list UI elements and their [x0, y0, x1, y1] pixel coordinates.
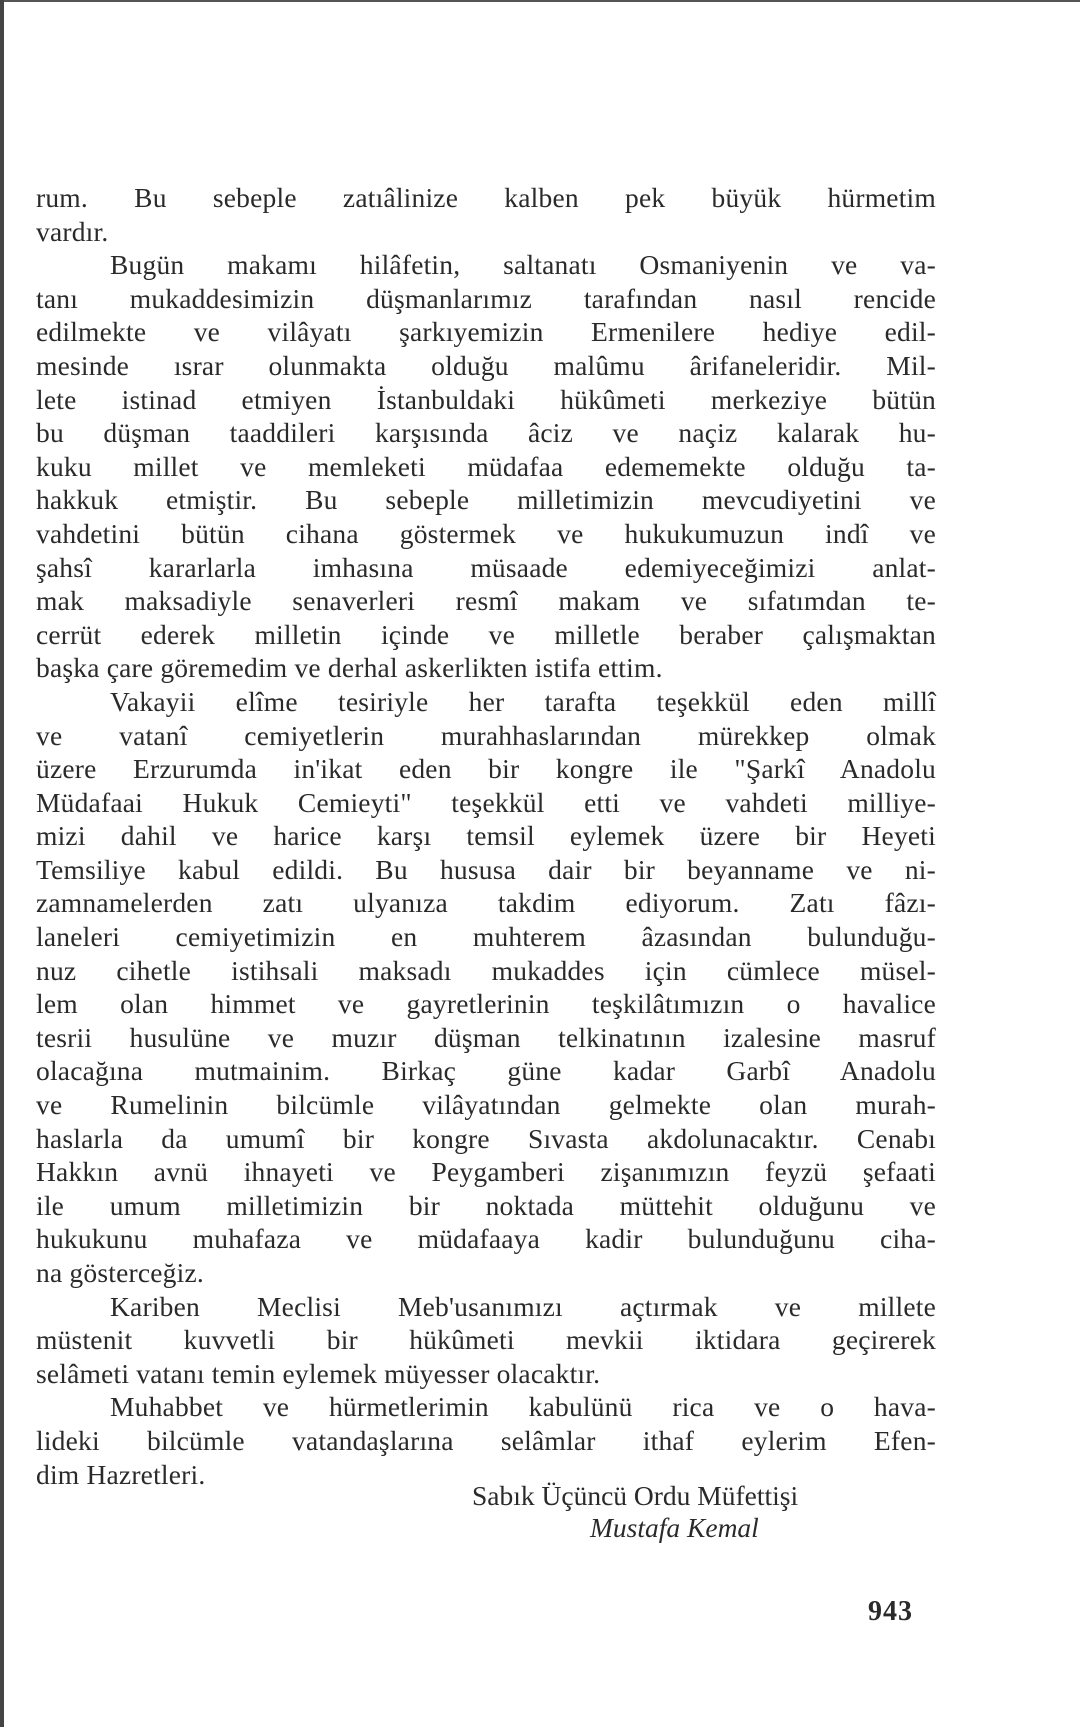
text-line-5: edilmekte ve vilâyatı şarkıyemizin Ermenilere hediye edil-: [36, 316, 936, 348]
text-line-27: olacağına mutmainim. Birkaç güne kadar Garbî Anadolu: [36, 1055, 936, 1087]
text-line-1: rum. Bu sebeple zatıâlinize kalben pek büyük hürmetim: [36, 182, 936, 213]
text-line-16: Vakayii elîme tesiriyle her tarafta teşekkül eden millî: [110, 685, 936, 717]
text-line-19: Müdafaai Hukuk Cemieyti" teşekkül etti ve vahdeti milliye-: [36, 786, 936, 818]
text-line-20: mizi dahil ve harice karşı temsil eylemek üzere bir Heyeti: [36, 820, 936, 852]
text-line-37: Muhabbet ve hürmetlerimin kabulünü rica ve o hava-: [110, 1391, 936, 1423]
text-line-10: hakkuk etmiştir. Bu sebeple milletimizin mevcudiyetini ve: [36, 484, 936, 516]
text-line-8: bu düşman taaddileri karşısında âciz ve naçiz kalarak hu-: [36, 417, 936, 449]
page-top-border: [0, 0, 1080, 2]
page-number: 943: [868, 1596, 913, 1627]
text-line-13: mak maksadiyle senaverleri resmî makam ve sıfatımdan te-: [36, 585, 936, 617]
letter-body: [36, 181, 936, 1491]
text-line-4: tanı mukaddesimizin düşmanlarımız tarafından nasıl rencide: [36, 282, 936, 314]
text-line-17: ve vatanî cemiyetlerin murahhaslarından mürekkep olmak: [36, 719, 936, 751]
signatory-name: Mustafa Kemal: [590, 1512, 759, 1543]
text-line-6: mesinde ısrar olunmakta olduğu malûmu ârifaneleridir. Mil-: [36, 349, 936, 381]
text-line-15: başka çare göremedim ve derhal askerlikten istifa ettim.: [36, 652, 663, 684]
text-line-23: laneleri cemiyetimizin en muhterem âzasından bulunduğu-: [36, 921, 936, 953]
text-line-30: Hakkın avnü ihnayeti ve Peygamberi zişanımızın feyzü şefaati: [36, 1156, 936, 1188]
text-line-7: lete istinad etmiyen İstanbuldaki hükûmeti merkeziye bütün: [36, 383, 936, 415]
text-line-26: tesrii husulüne ve muzır düşman telkinatının izalesine masruf: [36, 1021, 936, 1053]
text-line-28: ve Rumelinin bilcümle vilâyatından gelmekte olan murah-: [36, 1089, 936, 1121]
text-line-2: vardır.: [36, 215, 109, 247]
signatory-title: Sabık Üçüncü Ordu Müfettişi: [472, 1480, 799, 1511]
text-line-38: lideki bilcümle vatandaşlarına selâmlar ithaf eylerim Efen-: [36, 1424, 936, 1456]
text-line-25: lem olan himmet ve gayretlerinin teşkilâtımızın o havalice: [36, 988, 936, 1020]
text-line-18: üzere Erzurumda in'ikat eden bir kongre ile "Şarkî Anadolu: [36, 753, 936, 785]
text-line-36: selâmeti vatanı temin eylemek müyesser olacaktır.: [36, 1357, 601, 1389]
text-line-39: dim Hazretleri.: [36, 1458, 206, 1490]
text-line-12: şahsî kararlarla imhasına müsaade edemiyeceğimizi anlat-: [36, 551, 936, 583]
text-line-35: müstenit kuvvetli bir hükûmeti mevkii iktidara geçirerek: [36, 1324, 936, 1356]
text-line-3: Bugün makamı hilâfetin, saltanatı Osmaniyenin ve va-: [110, 249, 936, 281]
text-line-31: ile umum milletimizin bir noktada müttehit olduğunu ve: [36, 1189, 936, 1221]
text-line-14: cerrüt ederek milletin içinde ve milletle beraber çalışmaktan: [36, 618, 936, 650]
text-line-33: na gösterceğiz.: [36, 1257, 204, 1288]
text-line-9: kuku millet ve memleketi müdafaa edememekte olduğu ta-: [36, 450, 936, 482]
signature-block: [472, 1480, 932, 1544]
text-line-24: nuz cihetle istihsali maksadı mukaddes için cümlece müsel-: [36, 954, 936, 986]
text-line-32: hukukunu muhafaza ve müdafaaya kadir bulunduğunu ciha-: [36, 1223, 936, 1255]
text-line-11: vahdetini bütün cihana göstermek ve hukukumuzun indî ve: [36, 517, 936, 549]
page-left-border: [0, 0, 4, 1727]
text-line-21: Temsiliye kabul edildi. Bu hususa dair bir beyanname ve ni-: [36, 853, 936, 885]
text-line-22: zamnamelerden zatı ulyanıza takdim ediyorum. Zatı fâzı-: [36, 887, 936, 919]
text-line-34: Kariben Meclisi Meb'usanımızı açtırmak ve millete: [110, 1290, 936, 1322]
text-line-29: haslarla da umumî bir kongre Sıvasta akdolunacaktır. Cenabı: [36, 1122, 936, 1154]
